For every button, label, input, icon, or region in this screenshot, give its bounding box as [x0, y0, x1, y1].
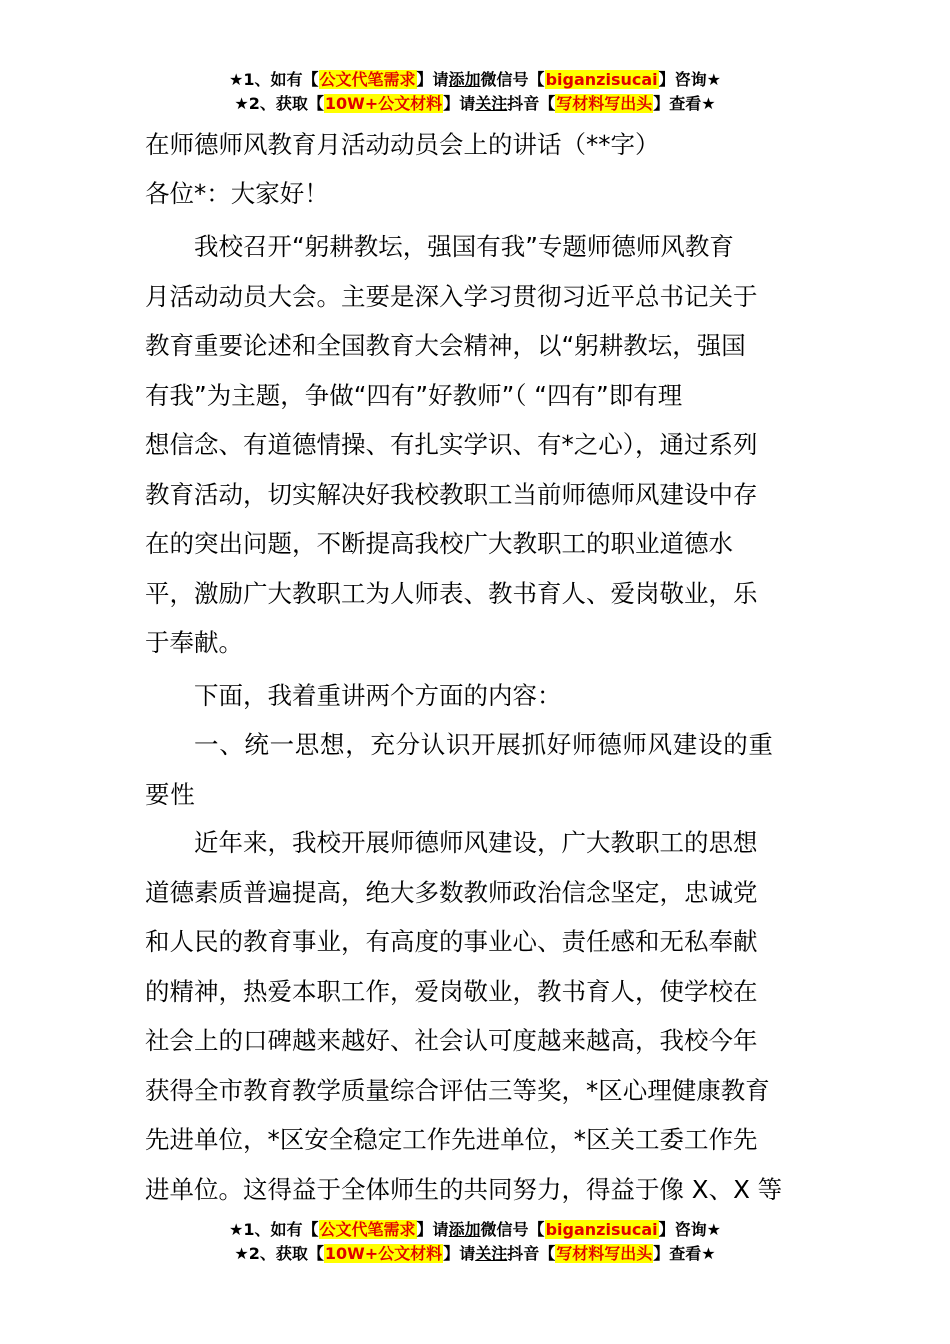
paragraph-line: 我校召开“躬耕教坛，强国有我”专题师德师风教育 — [194, 232, 734, 261]
banner-text: 微信号【 — [480, 1220, 545, 1239]
paragraph-line: 下面，我着重讲两个方面的内容： — [194, 681, 562, 710]
banner-text: 】查看 — [653, 1244, 702, 1263]
salutation: 各位*：大家好！ — [145, 179, 329, 208]
paragraph — [145, 818, 810, 1214]
banner-text: 2、获取【 — [248, 94, 324, 113]
heading-line: 一、统一思想，充分认识开展抓好师德师风建设的重 — [194, 730, 774, 759]
highlight-douyin-account: 写材料写出头 — [556, 94, 653, 113]
paragraph-line: 想信念、有道德情操、有扎实学识、有*之心），通过系列 — [145, 430, 758, 459]
banner-emphasis: 添加 — [448, 70, 481, 89]
paragraph-line: 的精神，热爱本职工作，爱岗敬业，教书育人，使学校在 — [145, 976, 758, 1006]
star-icon: ★ — [234, 94, 249, 113]
paragraph-line: 获得全市教育教学质量综合评估三等奖，*区心理健康教育 — [145, 1075, 770, 1105]
paragraph-line: 月活动动员大会。主要是深入学习贯彻习近平总书记关于 — [145, 281, 758, 311]
banner-text: 】咨询 — [658, 1220, 707, 1239]
footer-banner — [0, 1218, 950, 1266]
star-icon: ★ — [229, 1220, 244, 1239]
header-banner — [0, 68, 950, 116]
highlight-service: 公文代笔需求 — [319, 1220, 416, 1239]
banner-text: 抖音【 — [507, 1244, 556, 1263]
banner-text: 】请 — [443, 94, 476, 113]
paragraph-line: 在的突出问题，不断提高我校广大教职工的职业道德水 — [145, 529, 733, 558]
banner-text: 】请 — [416, 70, 449, 89]
section-heading — [145, 720, 810, 819]
banner-text: 抖音【 — [507, 94, 556, 113]
paragraph-line: 平，激励广大教职工为人师表、教书育人、爱岗敬业，乐 — [145, 578, 758, 608]
highlight-materials: 10W+公文材料 — [324, 94, 443, 113]
banner-line-1 — [0, 1218, 950, 1242]
banner-line-2 — [0, 1242, 950, 1266]
highlight-materials: 10W+公文材料 — [324, 1244, 443, 1263]
banner-text: 】请 — [416, 1220, 449, 1239]
banner-text: 1、如有【 — [243, 70, 319, 89]
banner-emphasis: 添加 — [448, 1220, 481, 1239]
highlight-wechat-id: biganzisucai — [545, 70, 658, 89]
paragraph — [145, 671, 810, 721]
highlight-wechat-id: biganzisucai — [545, 1220, 658, 1239]
paragraph-line: 近年来，我校开展师德师风建设，广大教职工的思想 — [194, 828, 758, 857]
paragraph-line: 教育重要论述和全国教育大会精神，以“躬耕教坛，强国 — [145, 331, 746, 360]
banner-emphasis: 关注 — [475, 1244, 508, 1263]
star-icon: ★ — [706, 70, 721, 89]
banner-text: 】请 — [443, 1244, 476, 1263]
paragraph-line: 教育活动，切实解决好我校教职工当前师德师风建设中存 — [145, 479, 758, 509]
star-icon: ★ — [706, 1220, 721, 1239]
paragraph-line: 有我”为主题，争做“四有”好教师”（ “四有”即有理 — [145, 380, 683, 410]
paragraph-line: 先进单位，*区安全稳定工作先进单位，*区关工委工作先 — [145, 1125, 758, 1154]
star-icon: ★ — [229, 70, 244, 89]
highlight-service: 公文代笔需求 — [319, 70, 416, 89]
paragraph-line: 进单位。这得益于全体师生的共同努力，得益于像 X、X 等 — [145, 1174, 783, 1204]
heading-line: 要性 — [145, 779, 196, 809]
banner-text: 2、获取【 — [248, 1244, 324, 1263]
banner-emphasis: 关注 — [475, 94, 508, 113]
document-title: 在师德师风教育月活动动员会上的讲话（**字） — [145, 130, 660, 159]
banner-line-1 — [0, 68, 950, 92]
star-icon: ★ — [234, 1244, 249, 1263]
paragraph-line: 社会上的口碑越来越好、社会认可度越来越高，我校今年 — [145, 1026, 758, 1055]
banner-text: 微信号【 — [480, 70, 545, 89]
highlight-douyin-account: 写材料写出头 — [556, 1244, 653, 1263]
banner-text: 1、如有【 — [243, 1220, 319, 1239]
paragraph-line: 和人民的教育事业，有高度的事业心、责任感和无私奉献 — [145, 927, 758, 956]
paragraph — [145, 222, 810, 668]
paragraph-line: 于奉献。 — [145, 628, 243, 657]
banner-text: 】查看 — [653, 94, 702, 113]
star-icon: ★ — [701, 1244, 716, 1263]
paragraph-line: 道德素质普遍提高，绝大多数教师政治信念坚定，忠诚党 — [145, 877, 758, 907]
banner-text: 】咨询 — [658, 70, 707, 89]
star-icon: ★ — [701, 94, 716, 113]
banner-line-2 — [0, 92, 950, 116]
